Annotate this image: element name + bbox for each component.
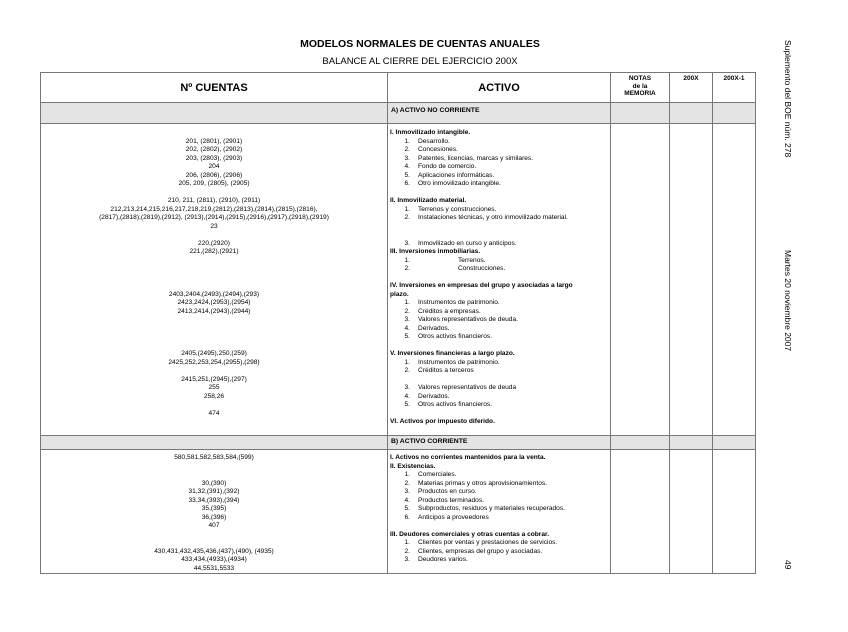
account-code-line xyxy=(41,274,387,283)
line-item xyxy=(388,138,610,147)
account-code-line xyxy=(41,463,387,472)
line-item xyxy=(388,497,610,506)
line-item-text: Clientes, empresas del grupo y asociadas. xyxy=(418,547,543,555)
line-heading: III. Deudores comerciales y otras cuentas a cobrar. xyxy=(390,530,550,538)
line-item-text: Créditos a empresas. xyxy=(418,307,481,315)
date-label: Martes 20 noviembre 2007 xyxy=(783,250,793,352)
side-margin xyxy=(783,40,795,580)
account-code-line xyxy=(41,231,387,240)
line-item xyxy=(388,505,610,514)
account-code-line: 258,26 xyxy=(203,392,225,400)
line-item xyxy=(388,325,610,334)
line-item-text: Fondo de comercio. xyxy=(418,163,477,170)
line-item-number: 4. xyxy=(404,496,410,504)
line-item-text: Concesiones. xyxy=(418,146,458,153)
line-item xyxy=(388,299,610,308)
line-item-text: Comerciales. xyxy=(418,471,457,478)
line-item-number: 3. xyxy=(404,488,410,495)
page-number: 49 xyxy=(783,560,793,570)
accounts-cell-a xyxy=(41,124,388,436)
line-item-text: Deudores varios. xyxy=(418,556,468,563)
line-item-text: Terrenos y construcciones. xyxy=(418,205,497,213)
account-code-line: 430,431,432,435,436,(437),(490), (4935) xyxy=(154,547,274,555)
account-code-line: 2403,2404,(2493),(2494),(293) xyxy=(168,290,260,298)
line-item-text: Valores representativos de deuda xyxy=(418,384,517,391)
line-item-number: 2. xyxy=(404,265,410,272)
line-item-text: Otro inmovilizado intangible. xyxy=(418,180,501,187)
line-item-number: 4. xyxy=(404,324,410,332)
line-item xyxy=(388,333,610,342)
line-item-text: Instrumentos de patrimonio. xyxy=(418,299,500,306)
account-code-line xyxy=(41,539,387,548)
spacer xyxy=(388,376,610,385)
account-code-line: 221,(282),(2921) xyxy=(189,248,239,255)
line-item-number: 3. xyxy=(404,154,410,162)
line-heading: II. Inmovilizado material. xyxy=(390,197,467,204)
account-code-line: 210, 211, (2811), (2910), (2911) xyxy=(167,197,261,204)
line-item-number: 1. xyxy=(404,256,410,264)
account-code-line: 203, (2803), (2903) xyxy=(185,154,243,162)
line-item xyxy=(388,488,610,497)
line-item xyxy=(388,539,610,548)
line-item-text: Otros activos financieros. xyxy=(418,401,493,408)
line-item xyxy=(388,257,610,266)
account-code-line xyxy=(41,342,387,351)
line-heading: II. Existencias. xyxy=(390,462,436,470)
line-item-text: Inmovilizado en curso y anticipos. xyxy=(418,239,517,247)
spacer xyxy=(388,189,610,198)
line-item-text: Clientes por ventas y prestaciones de servicios. xyxy=(418,539,558,546)
line-item-text: Instalaciones técnicas, y otro inmovilizado material. xyxy=(418,214,568,221)
section-heading-activo-no-corriente: A) ACTIVO NO CORRIENTE xyxy=(388,103,611,124)
line-item xyxy=(388,214,610,223)
account-code-line: 31,32,(391),(392) xyxy=(188,488,240,495)
account-code-line xyxy=(41,282,387,291)
account-code-line: 30,(390) xyxy=(201,479,227,487)
line-heading: V. Inversiones financieras a largo plazo. xyxy=(390,350,515,357)
col-header-notas: NOTAS de la MEMORIA xyxy=(611,73,670,103)
line-item xyxy=(388,180,610,189)
line-heading: IV. Inversiones en empresas del grupo y asociadas a largo xyxy=(390,282,573,289)
line-item xyxy=(388,514,610,523)
line-item-text: Subproductos, residuos y materiales recuperados. xyxy=(418,505,565,512)
account-code-line xyxy=(41,531,387,540)
account-code-line: 205, 209, (2805), (2905) xyxy=(178,180,250,187)
accounts-cell-b xyxy=(41,450,388,574)
line-heading: I. Activos no corrientes mantenidos para la venta. xyxy=(390,454,546,461)
line-item-text: Terrenos. xyxy=(458,256,486,264)
line-heading: I. Inmovilizado intangible. xyxy=(390,129,471,136)
account-code-line: 474 xyxy=(208,409,220,417)
account-code-line: 433,434,(4933),(4934) xyxy=(181,556,247,563)
spacer xyxy=(388,342,610,351)
account-code-line xyxy=(41,325,387,334)
account-code-line xyxy=(41,265,387,274)
line-item xyxy=(388,480,610,489)
line-item-text: Materias primas y otros aprovisionamientos. xyxy=(418,479,547,487)
document-subtitle: BALANCE AL CIERRE DEL EJERCICIO 200X xyxy=(322,56,518,67)
account-code-line: 407 xyxy=(208,522,220,529)
line-item-number: 4. xyxy=(404,163,410,170)
spacer xyxy=(388,223,610,232)
section-band-b xyxy=(41,436,756,450)
spacer xyxy=(388,231,610,240)
line-item-number: 1. xyxy=(404,299,410,306)
account-code-line: 204 xyxy=(208,163,220,170)
account-code-line: 2413,2414,(2943),(2944) xyxy=(177,307,251,315)
account-code-line xyxy=(41,189,387,198)
account-code-line: 580,581,582,583,584,(599) xyxy=(174,454,254,461)
line-item-number: 4. xyxy=(404,392,410,400)
line-item-text: Desarrollo. xyxy=(418,137,450,145)
line-item xyxy=(388,265,610,274)
account-code-line: 2425,252,253,254,(2955),(298) xyxy=(168,358,260,366)
line-item xyxy=(388,548,610,557)
line-item-number: 3. xyxy=(404,316,410,323)
line-item-number: 6. xyxy=(404,513,410,521)
line-item xyxy=(388,401,610,410)
balance-table xyxy=(40,72,756,574)
line-item-number: 3. xyxy=(404,556,410,563)
line-item-number: 6. xyxy=(404,180,410,187)
line-item xyxy=(388,146,610,155)
line-item-number: 1. xyxy=(404,358,410,366)
account-code-line xyxy=(41,401,387,410)
section-heading-activo-corriente: B) ACTIVO CORRIENTE xyxy=(388,436,611,450)
col-header-activo: ACTIVO xyxy=(388,73,611,103)
line-item-text: Productos terminados. xyxy=(418,496,484,504)
section-band-a xyxy=(41,103,756,124)
account-code-line: 255 xyxy=(208,384,220,391)
account-code-line: 2423,2424,(2953),(2954) xyxy=(177,299,251,306)
account-code-line: (2817),(2818),(2819),(2912), (2913),(2914),(2915),(2916),(2917),(2918),(2919) xyxy=(99,214,329,221)
spacer xyxy=(388,410,610,419)
line-item-number: 1. xyxy=(404,471,410,478)
line-item-number: 2. xyxy=(404,479,410,487)
line-item xyxy=(388,316,610,325)
line-item-text: Construcciones. xyxy=(458,265,506,272)
line-item-number: 1. xyxy=(404,137,410,145)
section-body-b xyxy=(41,450,756,574)
account-code-line: 36,(396) xyxy=(201,513,227,521)
line-item-text: Créditos a terceros xyxy=(418,367,474,374)
line-item-number: 2. xyxy=(404,547,410,555)
account-code-line xyxy=(41,257,387,266)
account-code-line: 44,5531,5533 xyxy=(193,564,235,572)
spacer xyxy=(388,274,610,283)
line-item xyxy=(388,240,610,249)
col-header-year: 200X xyxy=(670,73,713,103)
account-code-line xyxy=(41,367,387,376)
line-item-number: 3. xyxy=(404,239,410,247)
account-code-line: 33,34,(393),(394) xyxy=(188,496,240,504)
line-item-text: Productos en curso. xyxy=(418,488,477,495)
account-code-line: 220,(2920) xyxy=(198,239,230,247)
line-heading: plazo. xyxy=(390,290,409,298)
section-body-a xyxy=(41,124,756,436)
line-heading: III. Inversiones inmobiliarias. xyxy=(390,248,481,255)
account-code-line xyxy=(41,333,387,342)
line-item-number: 2. xyxy=(404,214,410,221)
line-item xyxy=(388,172,610,181)
line-item xyxy=(388,206,610,215)
account-code-line xyxy=(41,471,387,480)
line-item xyxy=(388,155,610,164)
spacer xyxy=(388,522,610,531)
line-item xyxy=(388,471,610,480)
line-item-text: Anticipos a proveedores xyxy=(418,513,489,521)
lines-cell-a xyxy=(388,124,611,436)
account-code-line xyxy=(41,129,387,138)
line-item xyxy=(388,308,610,317)
line-item-number: 1. xyxy=(404,539,410,546)
line-item-number: 2. xyxy=(404,307,410,315)
line-item-number: 5. xyxy=(404,505,410,512)
line-item-number: 2. xyxy=(404,146,410,153)
line-item-number: 5. xyxy=(404,401,410,408)
line-item-number: 3. xyxy=(404,384,410,391)
line-item xyxy=(388,393,610,402)
line-item-text: Patentes, licencias, marcas y similares. xyxy=(418,154,534,162)
account-code-line: 206, (2806), (2906) xyxy=(185,171,243,179)
line-item xyxy=(388,556,610,565)
account-code-line: 212,213,214,215,216,217,218,219,(2812),(2813),(2814),(2815),(2816), xyxy=(110,205,318,213)
account-code-line: 35,(395) xyxy=(201,505,227,512)
boe-supplement-label: Suplemento del BOE núm. 278 xyxy=(783,40,793,158)
account-code-line: 2415,251,(2945),(297) xyxy=(181,375,247,383)
header-row xyxy=(41,73,756,103)
line-item xyxy=(388,359,610,368)
line-item xyxy=(388,384,610,393)
line-item xyxy=(388,163,610,172)
line-item-number: 2. xyxy=(404,367,410,374)
account-code-line: 23 xyxy=(210,222,218,230)
line-heading: VI. Activos por impuesto diferido. xyxy=(390,418,495,425)
document-title: MODELOS NORMALES DE CUENTAS ANUALES xyxy=(300,38,540,50)
line-item-text: Instrumentos de patrimonio. xyxy=(418,358,500,366)
line-item xyxy=(388,367,610,376)
account-code-line: 201, (2801), (2901) xyxy=(185,137,243,145)
line-item-number: 1. xyxy=(404,205,410,213)
lines-cell-b xyxy=(388,450,611,574)
line-item-text: Aplicaciones informáticas. xyxy=(418,171,495,179)
line-item-text: Derivados. xyxy=(418,392,450,400)
account-code-line: 2405,(2495),250,(259) xyxy=(181,350,247,357)
account-code-line: 202, (2802), (2902) xyxy=(185,146,243,153)
line-item-text: Valores representativos de deuda. xyxy=(418,316,518,323)
col-header-cuentas: Nº CUENTAS xyxy=(41,73,388,103)
line-item-text: Otros activos financieros. xyxy=(418,333,493,340)
line-item-number: 5. xyxy=(404,171,410,179)
line-item-number: 5. xyxy=(404,333,410,340)
account-code-line xyxy=(41,316,387,325)
line-item-text: Derivados. xyxy=(418,324,450,332)
col-header-prev-year: 200X-1 xyxy=(713,73,756,103)
